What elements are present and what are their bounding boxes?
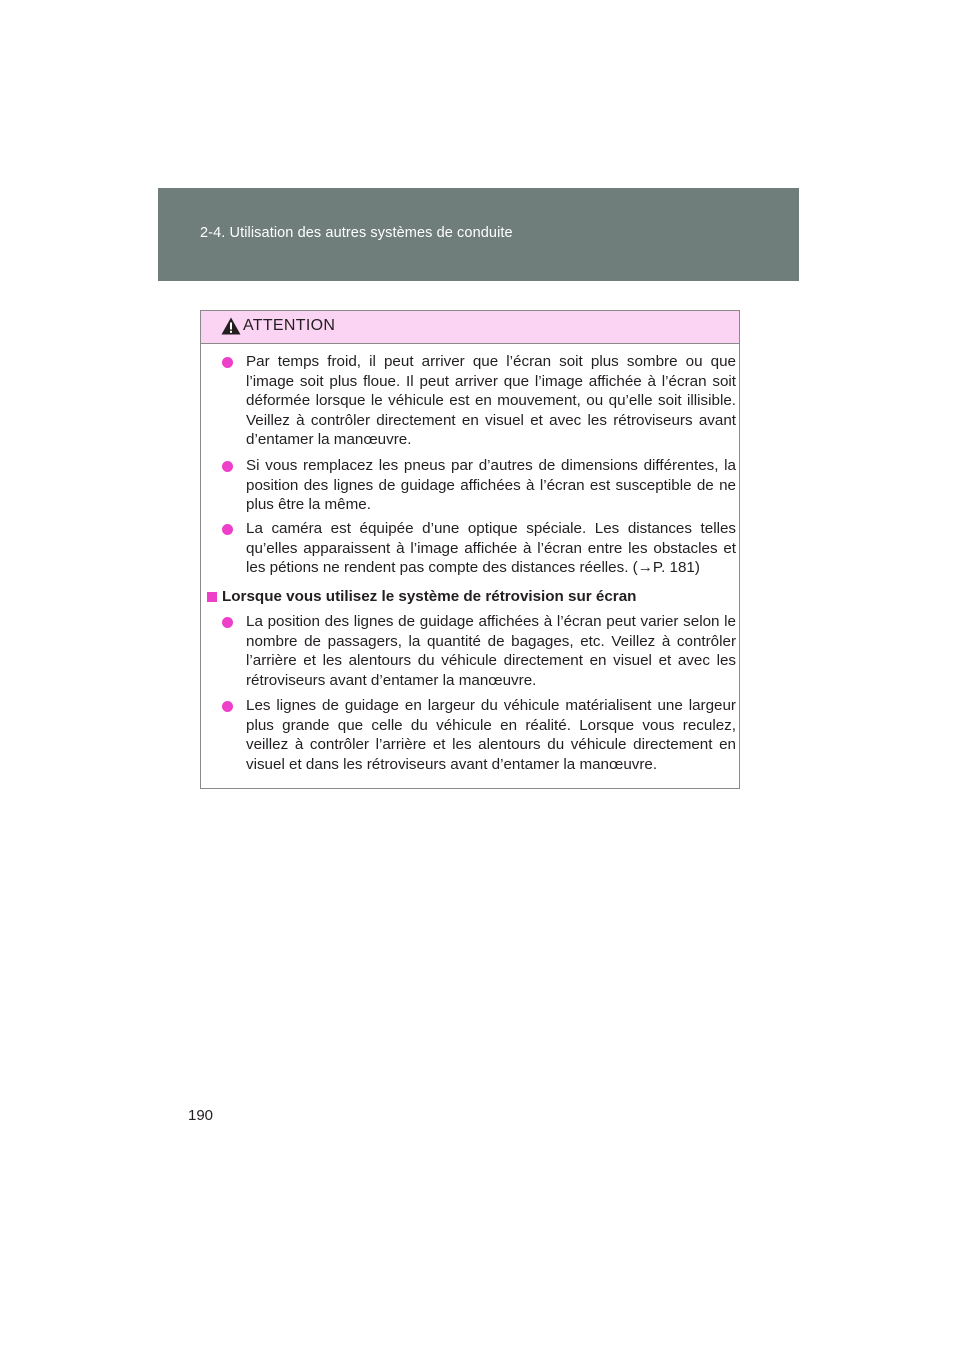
subsection-item: Les lignes de guidage en largeur du véhicule matérialisent une largeur plus grande que celle du véhicule en réalité. Lorsque vous reculez, veillez à contrôler l’arrière et les alentours du véhicule directement en visuel et dans les rétroviseurs avant d’entamer la manœuvre. [246, 697, 736, 773]
warning-header [201, 311, 739, 344]
bullet-icon [222, 701, 233, 712]
subsection-item: La position des lignes de guidage affichées à l’écran peut varier selon le nombre de passagers, la quantité de bagages, etc. Veillez à contrôler l’arrière et les alentours du véhicule directement en visuel et avec les rétroviseurs avant d’entamer la manœuvre. [246, 613, 736, 689]
section-square-icon [207, 592, 217, 602]
warning-item: La caméra est équipée d’une optique spéciale. Les distances telles qu’elles apparaissent à l’image affichée à l’écran entre les obstacles et les pétions ne rendent pas compte des distances réelles. (→P. 181) [246, 520, 736, 577]
warning-box [200, 310, 740, 789]
warning-title: ATTENTION [243, 317, 336, 334]
page-number: 190 [188, 1107, 214, 1124]
warning-item: Par temps froid, il peut arriver que l’écran soit plus sombre ou que l’image soit plus floue. Il peut arriver que l’image affichée à l’écran soit déformée lorsque le véhicule est en mouvement, ou qu’elle soit illisible. Veillez à contrôler directement en visuel et avec les rétroviseurs avant d’entamer la manœuvre. [246, 353, 736, 449]
warning-triangle-icon [221, 317, 241, 335]
section-header-band [158, 188, 799, 281]
bullet-icon [222, 461, 233, 472]
section-title: 2-4. Utilisation des autres systèmes de conduite [200, 225, 513, 241]
warning-item: Si vous remplacez les pneus par d’autres de dimensions différentes, la position des lignes de guidage affichées à l’écran est susceptible de ne plus être la même. [246, 457, 736, 514]
bullet-icon [222, 617, 233, 628]
bullet-icon [222, 524, 233, 535]
bullet-icon [222, 357, 233, 368]
subsection-title: Lorsque vous utilisez le système de rétrovision sur écran [222, 588, 637, 605]
